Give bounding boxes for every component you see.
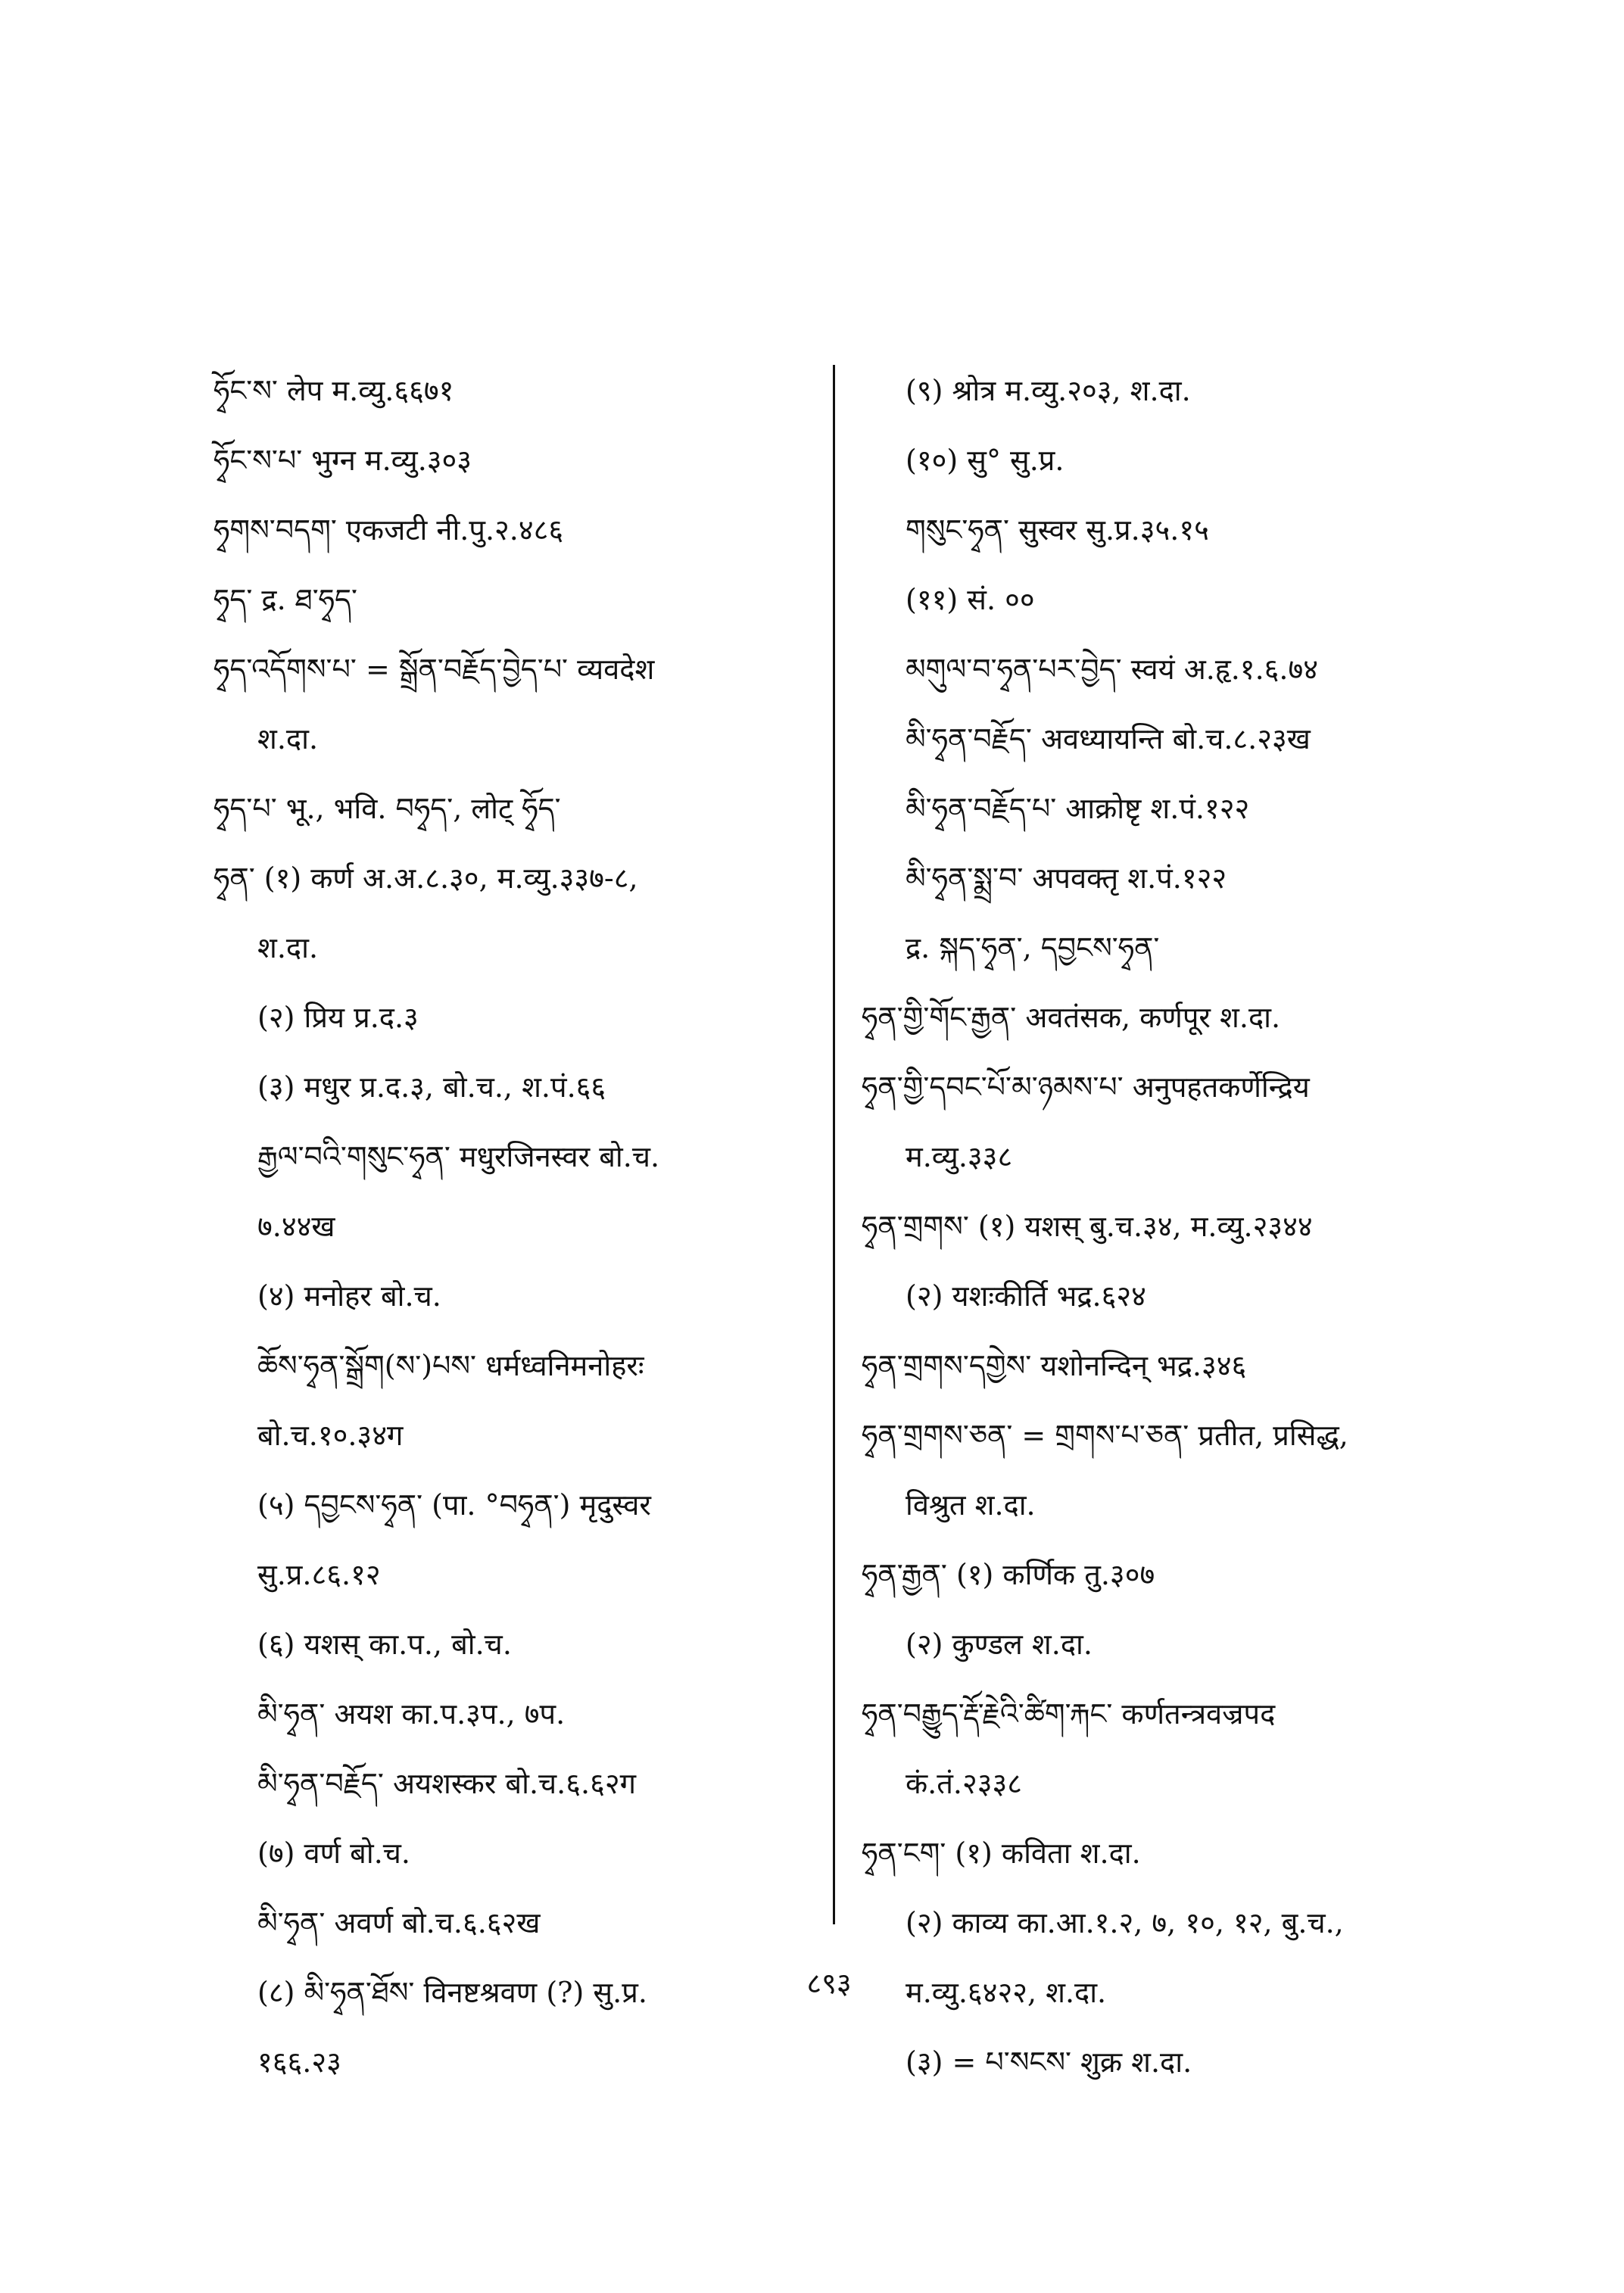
dictionary-line: ཧྭན་ (१) कर्ण अ.अ.८.३०, म.व्यु.३३७-८,: [214, 861, 638, 895]
dictionary-line: ७.४४ख: [257, 1210, 335, 1243]
dictionary-line: (११) सं. ००: [906, 583, 1035, 616]
left-column: [214, 356, 819, 2097]
dictionary-line: ཧྭགས་བདག་ एकजटी नी.पु.२.४८६: [214, 513, 564, 547]
dictionary-line: (२) प्रिय प्र.द.३: [257, 1001, 419, 1034]
dictionary-line: (६) यशस् का.प., बो.च.: [257, 1628, 512, 1661]
dictionary-line: द्र. སྐད་ཧྭན་, དབྱངས་ཧྭན་: [906, 931, 1160, 964]
dictionary-line: सु.प्र.८६.१२: [257, 1558, 381, 1591]
dictionary-line: (७) वर्ण बो.च.: [257, 1837, 410, 1870]
dictionary-line: म.व्यु.३३८: [906, 1140, 1013, 1173]
dictionary-line: १६६.२३: [257, 2045, 341, 2079]
dictionary-line: ཧྭན་གྲགས་ (१) यशस् बु.च.३४, म.व्यु.२३४४: [862, 1210, 1313, 1243]
dictionary-line: (२) काव्य का.आ.१.२, ७, १०, १२, बु.च.,: [906, 1906, 1344, 1939]
dictionary-line: (२) यशःकीर्ति भद्र.६२४: [906, 1279, 1146, 1313]
dictionary-line: རྒྱལ་བའི་གསུང་ཧྭན་ मधुरजिनस्वर बो.च.: [257, 1140, 660, 1173]
dictionary-line: विश्रुत श.दा.: [906, 1488, 1036, 1522]
dictionary-line: ཆོས་ཧྭན་སྒྲོག(ས་)པས་ धर्मध्वनिमनोहरः: [257, 1349, 644, 1382]
dictionary-line: མི་ཧྭན་བརྗོད་ अयशस्कर बो.च.६.६२ग: [257, 1767, 637, 1800]
dictionary-line: (९) श्रोत्र म.व्यु.२०३, श.दा.: [906, 374, 1191, 407]
dictionary-line: (३) मधुर प्र.द.३, बो.च., श.पं.६६: [257, 1070, 606, 1104]
dictionary-line: མི་ཧྭན་སྨྲ་བ་ अपवक्तृ श.पं.१२२: [906, 861, 1227, 895]
dictionary-line: ཧྭན་རྒྱན་ (१) कर्णिक तु.३०७: [862, 1558, 1155, 1591]
dictionary-line: ཧྭན་གྲགས་དགྱེས་ यशोनन्दिन् भद्र.३४६: [862, 1349, 1247, 1382]
dictionary-line: ཧྭན་ངག་ (१) कविता श.दा.: [862, 1837, 1141, 1870]
right-column: [862, 356, 1467, 2097]
dictionary-line: कं.तं.२३३८: [906, 1767, 1023, 1800]
dictionary-line: (२) कुण्डल श.दा.: [906, 1628, 1093, 1661]
dictionary-line: མི་ཧྭན་བརྗོད་ अवध्यायन्ति बो.च.८.२३ख: [906, 722, 1311, 756]
dictionary-line: (५) དབྱངས་ཧྭན་ (पा. °བཧྭན་) मृदुस्वर: [257, 1488, 651, 1522]
page-number: ८९३: [806, 1967, 852, 2000]
dictionary-line: མགུལ་བ་ཧྭན་པར་བྱེད་ स्वयं अ.हृ.१.६.७४: [906, 653, 1319, 686]
dictionary-line: बो.च.१०.३४ग: [257, 1419, 404, 1452]
dictionary-line: श.दा.: [257, 722, 319, 756]
dictionary-line: (८) མི་ཧྭན་ཐོས་ विनष्टश्रवण (?) सु.प्र.: [257, 1976, 647, 2009]
dictionary-line: ཧྭན་གྱི་དབང་པོ་མ་ཉམས་པ་ अनुपहतकर्णेन्द्रिय: [862, 1070, 1310, 1104]
dictionary-line: ཧྭན་གྱི་གོང་རྒྱན་ अवतंसक, कर्णपूर श.दा.: [862, 1001, 1281, 1034]
dictionary-line: མི་ཧྭན་ अवर्ण बो.च.६.६२ख: [257, 1906, 541, 1939]
dictionary-line: म.व्यु.६४२२, श.दा.: [906, 1976, 1107, 2009]
dictionary-line: ཧྭོང་ས་པ་ भुग्न म.व्यु.३०३: [214, 444, 472, 477]
dictionary-line: ཧྭན་བརྒྱུད་རྡོ་རྗེའི་ཚིག་རྐང་ कर्णतन्त्रवज्रपद: [862, 1697, 1276, 1731]
dictionary-line: ཧྭད་པ་ भू., भवि. བཧྭད་, लोट् ཧྭོད་: [214, 792, 561, 825]
dictionary-line: མི་ཧྭན་ अयश का.प.३प., ७प.: [257, 1697, 566, 1731]
dictionary-line: श.दा.: [257, 931, 319, 964]
dictionary-line: ཧྭོང་ས་ लेप म.व्यु.६६७१: [214, 374, 454, 407]
dictionary-line: ཧྭན་གྲགས་ཅན་ = གྲགས་པ་ཅན་ प्रतीत, प्रसिद्ध,: [862, 1419, 1348, 1452]
dictionary-line: མི་ཧྭན་བརྗོད་པ་ आक्रोष्टृ श.पं.१२२: [906, 792, 1250, 825]
column-divider: [833, 365, 835, 1924]
dictionary-line: ཧྭད་ द्र. ཐ་ཧྭད་: [214, 583, 358, 616]
dictionary-line: (३) = པ་སངས་ शुक्र श.दा.: [906, 2045, 1192, 2079]
dictionary-line: (४) मनोहर बो.च.: [257, 1279, 441, 1313]
dictionary-line: གསུང་ཧྭན་ सुस्वर सु.प्र.३५.१५: [906, 513, 1209, 547]
dictionary-line: ཧྭད་འདོགས་པ་ = སྒྲོན་བརྗོད་བྱེད་པ་ व्यवदेश: [214, 653, 655, 686]
dictionary-line: (१०) सु° सु.प्र.: [906, 444, 1064, 477]
